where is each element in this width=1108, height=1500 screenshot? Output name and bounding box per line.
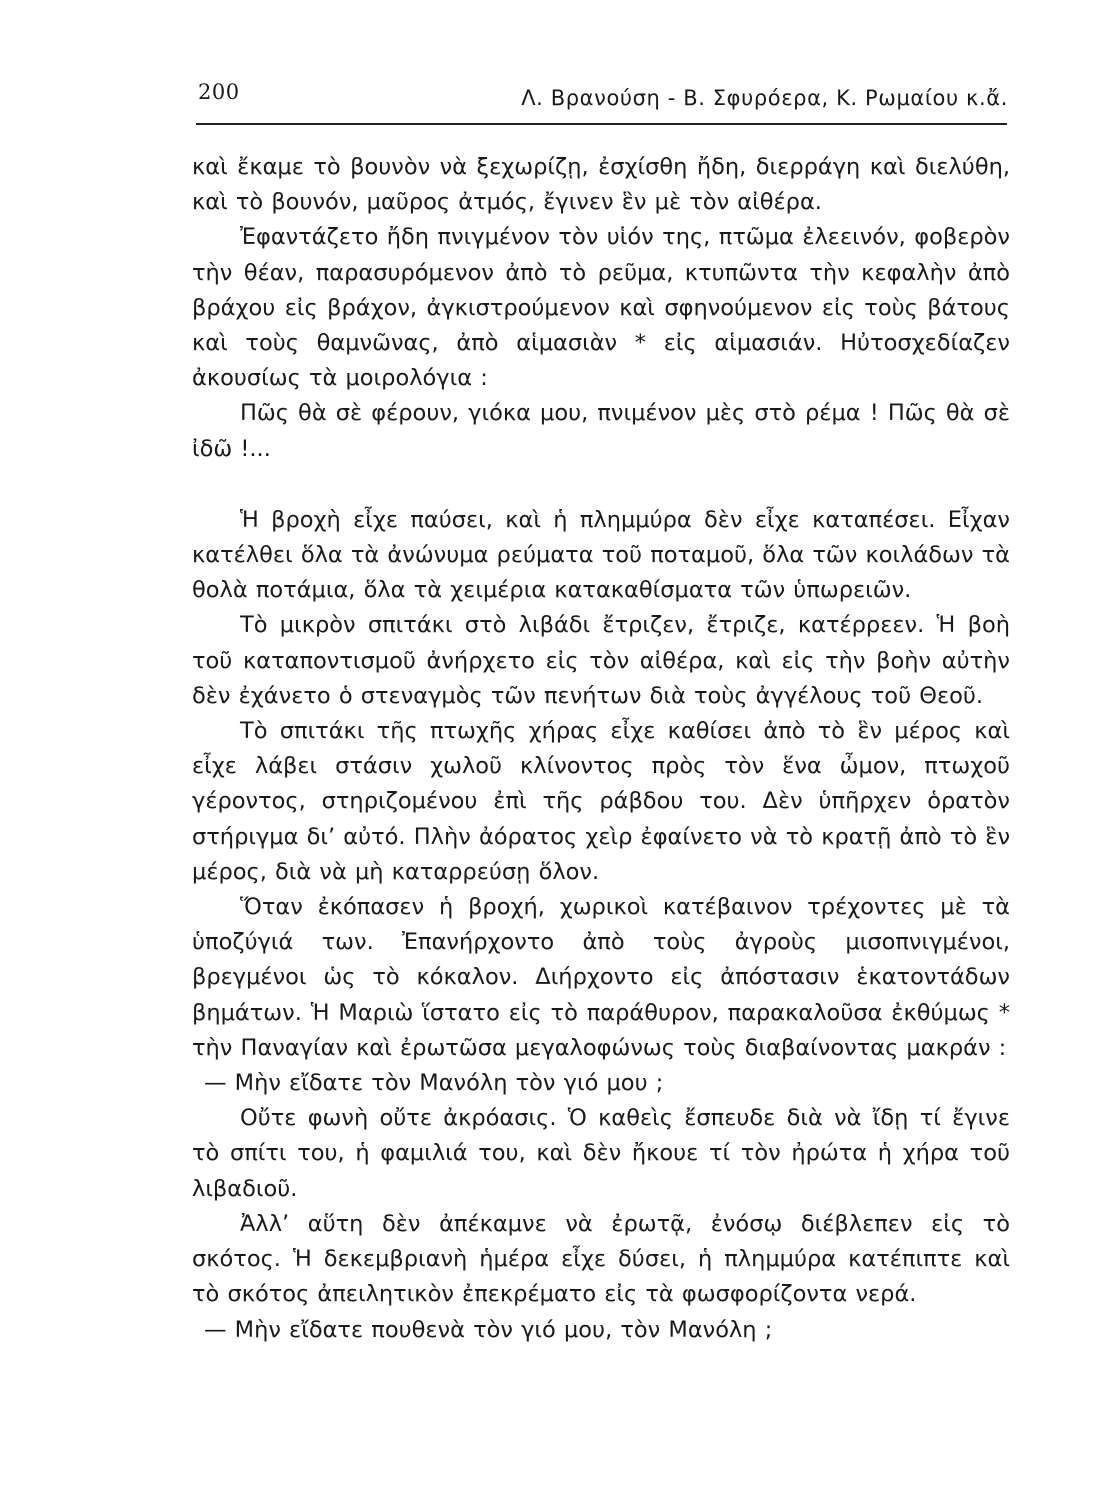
paragraph: Τὸ σπιτάκι τῆς πτωχῆς χήρας εἶχε καθίσει ἀπὸ τὸ ἓν μέρος καὶ εἶχε λάβει στάσιν χωλοῦ κλίνοντος πρὸς τὸν ἕνα ὦμον, πτωχοῦ γέροντος, στηριζομένου ἐπὶ τῆς ράβδου του. Δὲν ὑπῆρχεν ὁρατὸν στήριγμα δι’ αὐτό. Πλὴν ἀόρατος χεὶρ ἐφαίνετο νὰ τὸ κρατῇ ἀπὸ τὸ ἓν μέρος, διὰ νὰ μὴ καταρρεύσῃ ὅλον. <box>192 718 1011 885</box>
paragraph: Ἐφαντάζετο ἤδη πνιγμένον τὸν υἱόν της, πτῶμα ἐλεεινόν, φοβερὸν τὴν θέαν, παρασυρόμενον ἀπὸ τὸ ρεῦμα, κτυπῶντα τὴν κεφαλὴν ἀπὸ βράχου εἰς βράχον, ἀγκιστρούμενον καὶ σφηνούμενον εἰς τοὺς βάτους καὶ τοὺς θαμνῶνας, ἀπὸ αἱμασιὰν * εἰς αἱμασιάν. Ηὐτοσχεδίαζεν ἀκουσίως τὰ μοιρολόγια : <box>192 224 1010 392</box>
paragraph: Ἡ βροχὴ εἶχε παύσει, καὶ ἡ πλημμύρα δὲν εἶχε καταπέσει. Εἶχαν κατέλθει ὅλα τὰ ἀνώνυμα ρεύματα τοῦ ποταμοῦ, ὅλα τῶν κοιλάδων τὰ θολὰ ποτάμια, ὅλα τὰ χειμέρια κατακαθίσματα τῶν ὑπωρειῶν. <box>192 506 1010 604</box>
body-text <box>192 150 1010 1348</box>
lament-verse: Πῶς θὰ σὲ φέρουν, γιόκα μου, πνιμένον μὲς στὸ ρέμα ! Πῶς θὰ σὲ ἰδῶ !... <box>192 400 1010 462</box>
dialogue-line: — Μὴν εἴδατε πουθενὰ τὸν γιό μου, τὸν Μανόλη ; <box>204 1316 773 1343</box>
paragraph: καὶ ἔκαμε τὸ βουνὸν νὰ ξεχωρίζῃ, ἐσχίσθη ἤδη, διερράγη καὶ διελύθη, καὶ τὸ βουνόν, μαῦρος ἀτμός, ἔγινεν ἓν μὲ τὸν αἰθέρα. <box>192 154 1010 216</box>
paragraph: Οὔτε φωνὴ οὔτε ἀκρόασις. Ὁ καθεὶς ἔσπευδε διὰ νὰ ἴδῃ τί ἔγινε τὸ σπίτι του, ἡ φαμιλιά του, καὶ δὲν ἤκουε τί τὸν ἠρώτα ἡ χήρα τοῦ λιβαδιοῦ. <box>192 1105 1010 1202</box>
paragraph: Ἀλλ’ αὕτη δὲν ἀπέκαμνε νὰ ἐρωτᾷ, ἐνόσῳ διέβλεπεν εἰς τὸ σκότος. Ἡ δεκεμβριανὴ ἡμέρα εἶχε δύσει, ἡ πλημμύρα κατέπιπτε καὶ τὸ σκότος ἀπειλητικὸν ἐπεκρέματο εἰς τὰ φωσφορίζοντα νερά. <box>192 1210 1010 1308</box>
page-number: 200 <box>198 80 240 104</box>
paragraph: Ὅταν ἐκόπασεν ἡ βροχή, χωρικοὶ κατέβαινον τρέχοντες μὲ τὰ ὑποζύγιά των. Ἐπανήρχοντο ἀπὸ τοὺς ἀγροὺς μισοπνιγμένοι, βρεγμένοι ὡς τὸ κόκαλον. Διήρχοντο εἰς ἀπόστασιν ἑκατοντάδων βημάτων. Ἡ Μαριὼ ἵστατο εἰς τὸ παράθυρον, παρακαλοῦσα ἐκθύμως * τὴν Παναγίαν καὶ ἐρωτῶσα μεγαλοφώνως τοὺς διαβαίνοντας μακράν : <box>192 894 1010 1061</box>
running-header: Λ. Βρανούση - Β. Σφυρόερα, Κ. Ρωμαίου κ.ἄ. <box>521 86 1008 110</box>
dialogue-line: — Μὴν εἴδατε τὸν Μανόλη τὸν γιό μου ; <box>204 1070 664 1097</box>
paragraph: Τὸ μικρὸν σπιτάκι στὸ λιβάδι ἔτριζεν, ἔτριζε, κατέρρεεν. Ἡ βοὴ τοῦ καταποντισμοῦ ἀνήρχετο εἰς τὸν αἰθέρα, καὶ εἰς τὴν βοὴν αὐτὴν δὲν ἐχάνετο ὁ στεναγμὸς τῶν πενήτων διὰ τοὺς ἀγγέλους τοῦ Θεοῦ. <box>192 612 1010 709</box>
header-rule <box>196 123 1007 125</box>
